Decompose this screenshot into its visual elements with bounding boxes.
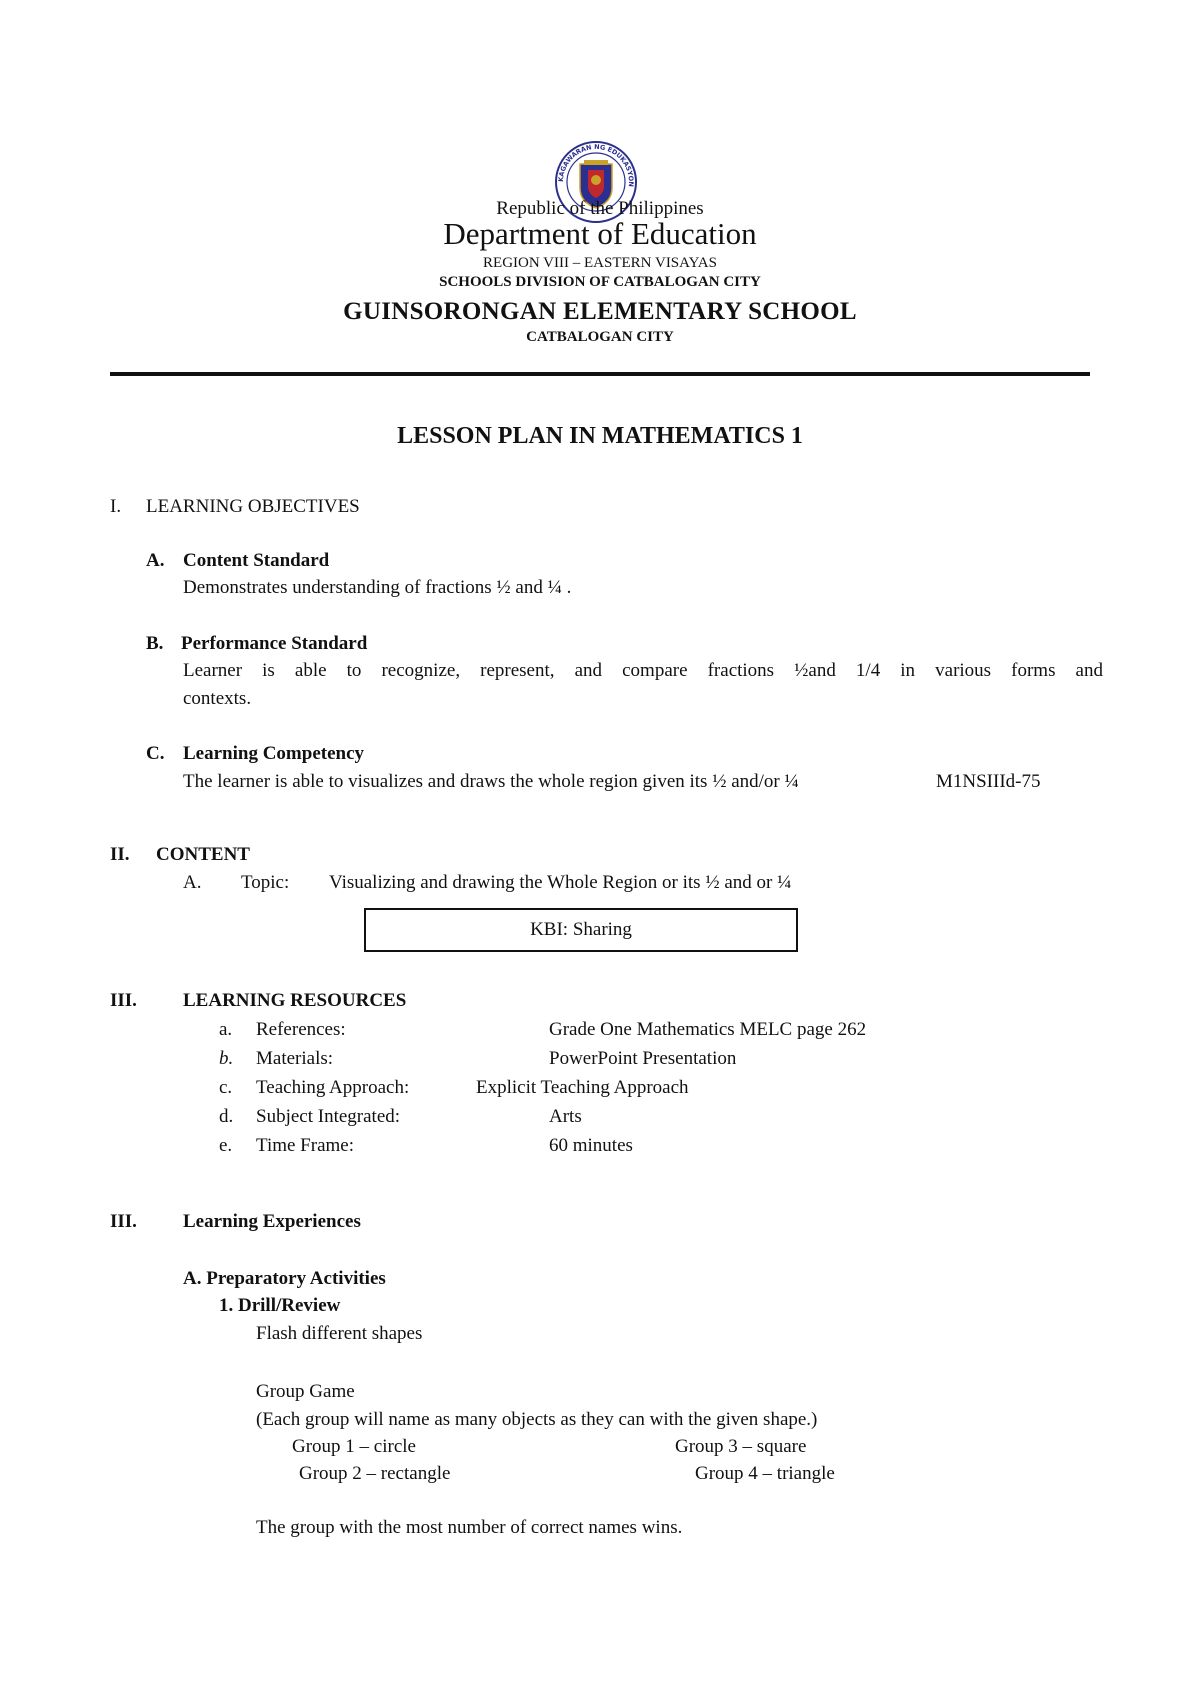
resource-value-teaching-approach: Explicit Teaching Approach: [476, 1077, 689, 1098]
kbi-box: [364, 908, 798, 952]
resource-label-teaching-approach: Teaching Approach:: [256, 1077, 410, 1098]
section-1-number: I.: [110, 496, 122, 517]
section-4-heading: Learning Experiences: [183, 1211, 361, 1232]
kbi-text: KBI: Sharing: [530, 919, 632, 940]
learning-competency-label: C.: [146, 743, 165, 764]
resource-label-materials: Materials:: [256, 1048, 334, 1069]
section-1-heading: LEARNING OBJECTIVES: [146, 496, 360, 517]
group-2-rectangle: Group 2 – rectangle: [299, 1463, 451, 1484]
performance-standard-title: Performance Standard: [181, 633, 368, 654]
svg-text:KAGAWARAN NG EDUKASYON: KAGAWARAN NG EDUKASYON: [556, 142, 636, 188]
content-standard-title: Content Standard: [183, 550, 330, 571]
lesson-plan-title: LESSON PLAN IN MATHEMATICS 1: [397, 423, 803, 449]
resource-letter-a: a.: [219, 1019, 233, 1040]
school-name: GUINSORONGAN ELEMENTARY SCHOOL: [343, 298, 857, 325]
resource-label-references: References:: [256, 1019, 346, 1040]
department-title: Department of Education: [443, 216, 757, 251]
section-2-heading: CONTENT: [156, 844, 250, 865]
preparatory-activities-heading: A. Preparatory Activities: [183, 1268, 386, 1289]
resource-letter-b: b.: [219, 1048, 234, 1069]
resource-letter-c: c.: [219, 1077, 233, 1098]
resource-letter-e: e.: [219, 1135, 233, 1156]
city-text: CATBALOGAN CITY: [526, 329, 674, 345]
resource-value-references: Grade One Mathematics MELC page 262: [549, 1019, 867, 1040]
performance-standard-label: B.: [146, 633, 164, 654]
content-standard-label: A.: [146, 550, 165, 571]
topic-letter: A.: [183, 872, 202, 893]
resource-letter-d: d.: [219, 1106, 234, 1127]
learning-competency-code: M1NSIIId-75: [936, 771, 1041, 792]
resource-label-subject-integrated: Subject Integrated:: [256, 1106, 401, 1127]
group-game-title: Group Game: [256, 1381, 355, 1402]
group-4-triangle: Group 4 – triangle: [695, 1463, 835, 1484]
drill-review-heading: 1. Drill/Review: [219, 1295, 341, 1316]
group-game-description: (Each group will name as many objects as they can with the given shape.): [256, 1409, 818, 1430]
flash-shapes-text: Flash different shapes: [256, 1323, 423, 1344]
group-1-circle: Group 1 – circle: [292, 1436, 416, 1457]
region-text: REGION VIII – EASTERN VISAYAS: [483, 255, 717, 271]
performance-standard-line1: Learner is able to recognize, represent, and compare fractions ½and 1/4 in various forms and: [183, 660, 1103, 681]
section-2-number: II.: [110, 844, 130, 865]
header-divider: [110, 372, 1090, 376]
learning-competency-title: Learning Competency: [183, 743, 365, 764]
resource-value-materials: PowerPoint Presentation: [549, 1048, 737, 1069]
topic-label: Topic:: [241, 872, 290, 893]
topic-text: Visualizing and drawing the Whole Region or its ½ and or ¼: [329, 872, 792, 893]
resource-value-subject-integrated: Arts: [549, 1106, 582, 1127]
section-4-number: III.: [110, 1211, 137, 1232]
section-3-number: III.: [110, 990, 137, 1011]
content-standard-text: Demonstrates understanding of fractions ½ and ¼ .: [183, 577, 572, 598]
performance-standard-line2: contexts.: [183, 688, 252, 709]
division-text: SCHOOLS DIVISION OF CATBALOGAN CITY: [439, 274, 761, 290]
section-3-heading: LEARNING RESOURCES: [183, 990, 407, 1011]
group-game-closing: The group with the most number of correct names wins.: [256, 1517, 683, 1538]
group-3-square: Group 3 – square: [675, 1436, 807, 1457]
learning-competency-text: The learner is able to visualizes and draws the whole region given its ½ and/or ¼: [183, 771, 799, 792]
republic-text: Republic of the Philippines: [496, 198, 704, 219]
resource-value-time-frame: 60 minutes: [549, 1135, 633, 1156]
resource-label-time-frame: Time Frame:: [256, 1135, 354, 1156]
